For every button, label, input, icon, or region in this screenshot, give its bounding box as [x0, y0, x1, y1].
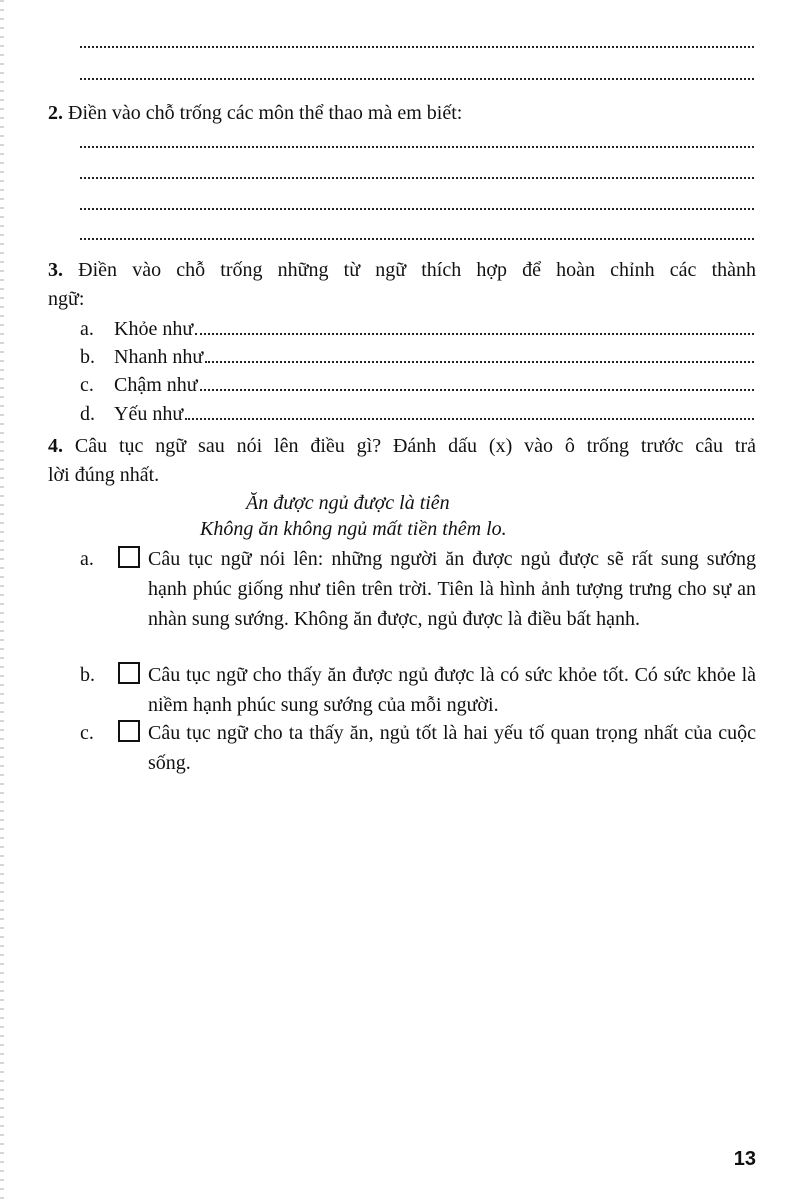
idiom-text: Yếu như	[114, 403, 184, 425]
answer-line[interactable]	[80, 146, 754, 148]
idiom-text: Chậm như	[114, 374, 198, 396]
answer-line[interactable]	[80, 208, 754, 210]
question-2	[48, 98, 462, 128]
answer-line[interactable]	[80, 238, 754, 240]
item-letter: c.	[80, 374, 94, 396]
item-letter: a.	[80, 318, 94, 340]
idiom-blank[interactable]	[185, 398, 754, 420]
option-a-text: Câu tục ngữ nói lên: những người ăn được ngủ được sẽ rất sung sướng hạnh phúc giống như tiên trên trời. Tiên là hình ảnh tượng trưng cho sự an nhàn sung sướng. Không ăn được, ngủ được là điều bất hạnh.	[148, 548, 756, 630]
question-3-text: Điền vào chỗ trống những từ ngữ thích hợp để hoàn chỉnh các thành	[78, 259, 757, 281]
option-b-letter: b.	[80, 664, 95, 686]
option-b-checkbox[interactable]	[118, 662, 140, 684]
idiom-text: Nhanh như	[114, 346, 204, 368]
answer-line[interactable]	[80, 78, 754, 80]
question-3	[48, 255, 756, 285]
proverb-line-1: Ăn được ngủ được là tiên	[246, 492, 450, 514]
option-a-letter: a.	[80, 548, 94, 570]
option-c-letter: c.	[80, 722, 94, 744]
idiom-item	[80, 341, 754, 372]
answer-line[interactable]	[80, 177, 754, 179]
question-2-number: 2.	[48, 102, 63, 124]
page-number: 13	[733, 1148, 756, 1170]
option-a-checkbox[interactable]	[118, 546, 140, 568]
question-3-text-cont: ngữ:	[48, 288, 85, 310]
idiom-blank[interactable]	[200, 369, 754, 391]
question-2-text: Điền vào chỗ trống các môn thể thao mà em biết:	[68, 102, 463, 124]
option-c-checkbox[interactable]	[118, 720, 140, 742]
idiom-item	[80, 369, 754, 400]
proverb-line-2: Không ăn không ngủ mất tiền thêm lo.	[200, 518, 507, 540]
question-3-number: 3.	[48, 259, 63, 281]
item-letter: b.	[80, 346, 95, 368]
idiom-blank[interactable]	[205, 341, 754, 363]
option-b-text: Câu tục ngữ cho thấy ăn được ngủ được là có sức khỏe tốt. Có sức khỏe là niềm hạnh phúc sung sướng của mỗi người.	[148, 664, 756, 716]
page-edge	[0, 0, 4, 1202]
question-4-text: Câu tục ngữ sau nói lên điều gì? Đánh dấu (x) vào ô trống trước câu trả	[74, 435, 756, 457]
question-4-text-cont: lời đúng nhất.	[48, 464, 160, 486]
item-letter: d.	[80, 403, 95, 425]
idiom-blank[interactable]	[195, 313, 754, 335]
answer-line[interactable]	[80, 46, 754, 48]
idiom-text: Khỏe như	[114, 318, 194, 340]
question-4	[48, 431, 756, 461]
idiom-item	[80, 313, 754, 344]
idiom-item	[80, 398, 754, 429]
question-4-number: 4.	[48, 435, 63, 457]
option-c-text: Câu tục ngữ cho ta thấy ăn, ngủ tốt là hai yếu tố quan trọng nhất của cuộc sống.	[148, 722, 756, 774]
